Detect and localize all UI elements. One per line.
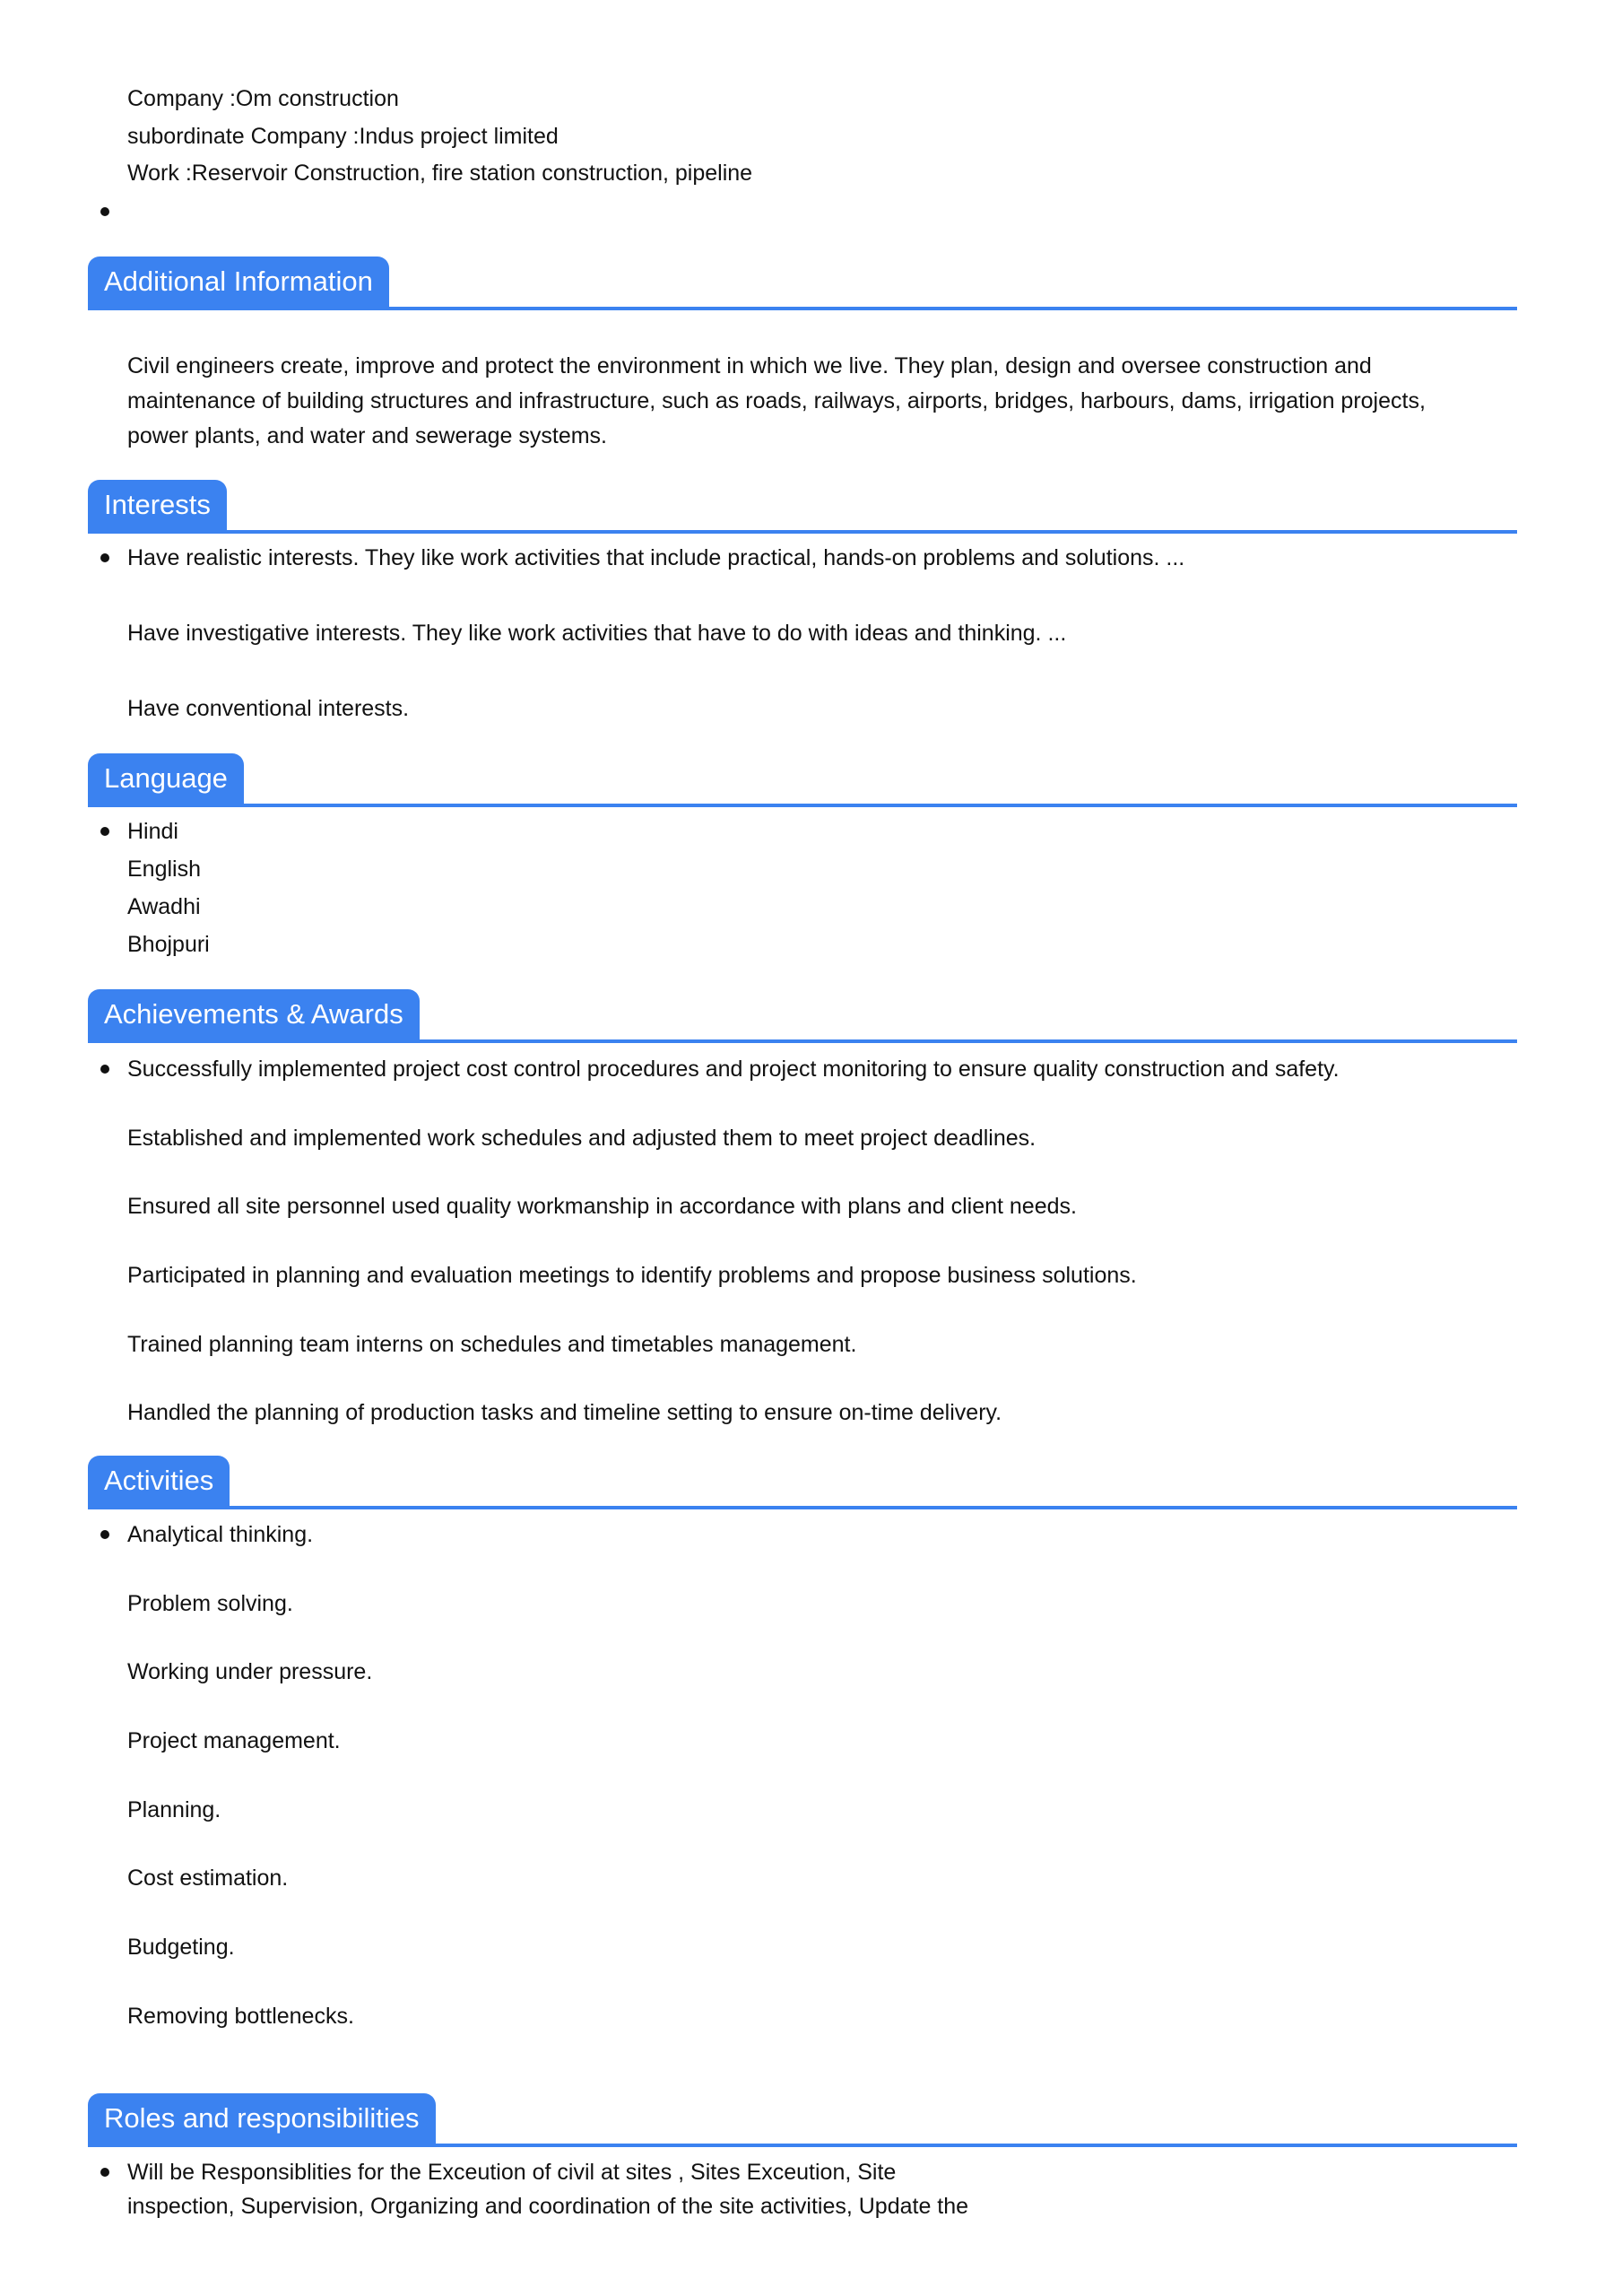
interest-item: Have conventional interests. bbox=[127, 696, 410, 721]
achievement-item: Participated in planning and evaluation meetings to identify problems and propose business solutions. bbox=[127, 1263, 1137, 1288]
achievement-item: Successfully implemented project cost control procedures and project monitoring to ensure quality construction and safety. bbox=[127, 1057, 1340, 1082]
section-title: Activities bbox=[88, 1456, 230, 1506]
section-divider bbox=[88, 530, 1517, 534]
language-header bbox=[88, 753, 1517, 807]
subordinate-company-line: subordinate Company :Indus project limited bbox=[127, 124, 559, 149]
roles-line: Will be Responsiblities for the Exceution of civil at sites , Sites Exceution, Site bbox=[127, 2160, 897, 2185]
additional-information-header bbox=[88, 257, 1517, 310]
language-item: Awadhi bbox=[127, 894, 201, 919]
interests-header bbox=[88, 480, 1517, 534]
section-divider bbox=[88, 1039, 1517, 1043]
work-line: Work :Reservoir Construction, fire station construction, pipeline bbox=[127, 161, 753, 186]
section-title: Language bbox=[88, 753, 244, 804]
achievement-item: Established and implemented work schedules and adjusted them to meet project deadlines. bbox=[127, 1126, 1037, 1151]
language-item: Hindi bbox=[127, 819, 178, 844]
section-divider bbox=[88, 307, 1517, 310]
activity-item: Analytical thinking. bbox=[127, 1522, 314, 1547]
list-bullet bbox=[100, 827, 109, 836]
activities-header bbox=[88, 1456, 1517, 1509]
activity-item: Planning. bbox=[127, 1797, 221, 1822]
section-divider bbox=[88, 1506, 1517, 1509]
roles-header bbox=[88, 2093, 1517, 2147]
list-bullet bbox=[100, 553, 109, 562]
section-title: Achievements & Awards bbox=[88, 989, 420, 1039]
activity-item: Budgeting. bbox=[127, 1935, 235, 1960]
activity-item: Problem solving. bbox=[127, 1591, 293, 1616]
section-title: Interests bbox=[88, 480, 227, 530]
list-bullet bbox=[100, 2168, 109, 2177]
language-item: Bhojpuri bbox=[127, 932, 210, 957]
achievement-item: Handled the planning of production tasks and timeline setting to ensure on-time delivery. bbox=[127, 1400, 1002, 1425]
list-bullet bbox=[100, 1530, 109, 1539]
interest-item: Have realistic interests. They like work activities that include practical, hands-on problems and solutions. ... bbox=[127, 545, 1185, 570]
empty-bullet bbox=[100, 207, 109, 216]
language-item: English bbox=[127, 857, 201, 882]
activity-item: Removing bottlenecks. bbox=[127, 2004, 354, 2029]
section-divider bbox=[88, 2144, 1517, 2147]
achievement-item: Trained planning team interns on schedules and timetables management. bbox=[127, 1332, 857, 1357]
section-title: Roles and responsibilities bbox=[88, 2093, 436, 2144]
activity-item: Project management. bbox=[127, 1728, 341, 1753]
roles-line: inspection, Supervision, Organizing and coordination of the site activities, Update the bbox=[127, 2194, 969, 2219]
section-divider bbox=[88, 804, 1517, 807]
additional-information-paragraph: Civil engineers create, improve and protect the environment in which we live. They plan, design and oversee construction and maintenance of building structures and infrastructure, such as roads, railways, airports, bridges, harbours, dams, irrigation projects, power plants, and water and sewerage systems. bbox=[127, 353, 1426, 448]
company-line: Company :Om construction bbox=[127, 86, 399, 111]
list-bullet bbox=[100, 1065, 109, 1074]
achievement-item: Ensured all site personnel used quality workmanship in accordance with plans and client needs. bbox=[127, 1194, 1077, 1219]
activity-item: Cost estimation. bbox=[127, 1866, 289, 1891]
achievements-header bbox=[88, 989, 1517, 1043]
interest-item: Have investigative interests. They like work activities that have to do with ideas and thinking. ... bbox=[127, 621, 1067, 646]
section-title: Additional Information bbox=[88, 257, 389, 307]
activity-item: Working under pressure. bbox=[127, 1659, 373, 1684]
